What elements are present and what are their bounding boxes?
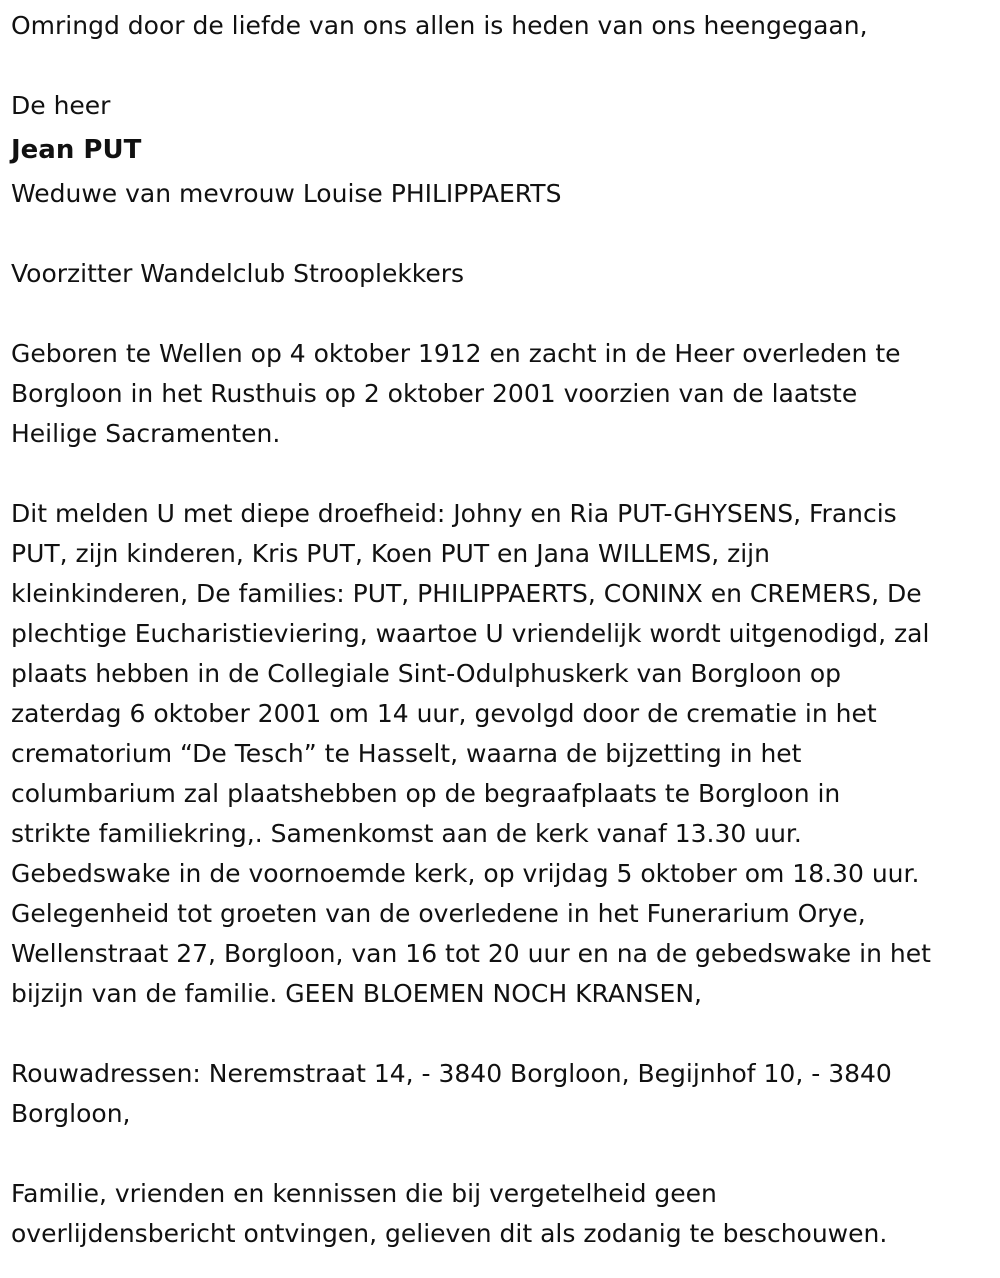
spouse-line: Weduwe van mevrouw Louise PHILIPPAERTS (11, 179, 562, 208)
closing-line: Familie, vrienden en kennissen die bij vergetelheid geen (11, 1179, 717, 1208)
announcement-line: crematorium “De Tesch” te Hasselt, waarna de bijzetting in het (11, 739, 802, 768)
announcement-line: plaats hebben in de Collegiale Sint-Odulphuskerk van Borgloon op (11, 659, 842, 688)
announcement-paragraph (11, 494, 995, 1014)
deceased-name: Jean PUT (11, 135, 142, 165)
role-line: Voorzitter Wandelclub Strooplekkers (11, 259, 465, 288)
announcement-line: Dit melden U met diepe droefheid: Johny en Ria PUT-GHYSENS, Francis (11, 499, 897, 528)
obituary-notice (11, 6, 995, 1254)
address-paragraph (11, 1054, 995, 1134)
announcement-line: columbarium zal plaatshebben op de begraafplaats te Borgloon in (11, 779, 841, 808)
address-line: Borgloon, (11, 1099, 131, 1128)
announcement-line: strikte familiekring,. Samenkomst aan de kerk vanaf 13.30 uur. (11, 819, 802, 848)
closing-line: overlijdensbericht ontvingen, gelieven dit als zodanig te beschouwen. (11, 1219, 888, 1248)
announcement-line: Gebedswake in de voornoemde kerk, op vrijdag 5 oktober om 18.30 uur. (11, 859, 920, 888)
birth-death-line: Borgloon in het Rusthuis op 2 oktober 2001 voorzien van de laatste (11, 379, 858, 408)
honorific: De heer (11, 91, 111, 120)
announcement-line: PUT, zijn kinderen, Kris PUT, Koen PUT en Jana WILLEMS, zijn (11, 539, 770, 568)
announcement-line: Gelegenheid tot groeten van de overledene in het Funerarium Orye, (11, 899, 866, 928)
announcement-line: kleinkinderen, De families: PUT, PHILIPPAERTS, CONINX en CREMERS, De (11, 579, 922, 608)
announcement-line: plechtige Eucharistieviering, waartoe U vriendelijk wordt uitgenodigd, zal (11, 619, 930, 648)
birth-death-line: Geboren te Wellen op 4 oktober 1912 en zacht in de Heer overleden te (11, 339, 901, 368)
announcement-line: bijzijn van de familie. GEEN BLOEMEN NOCH KRANSEN, (11, 979, 702, 1008)
announcement-line: zaterdag 6 oktober 2001 om 14 uur, gevolgd door de crematie in het (11, 699, 877, 728)
birth-death-paragraph (11, 334, 995, 454)
address-line: Rouwadressen: Neremstraat 14, - 3840 Borgloon, Begijnhof 10, - 3840 (11, 1059, 892, 1088)
closing-paragraph (11, 1174, 995, 1254)
opening-line: Omringd door de liefde van ons allen is heden van ons heengegaan, (11, 11, 868, 40)
announcement-line: Wellenstraat 27, Borgloon, van 16 tot 20 uur en na de gebedswake in het (11, 939, 931, 968)
birth-death-line: Heilige Sacramenten. (11, 419, 281, 448)
